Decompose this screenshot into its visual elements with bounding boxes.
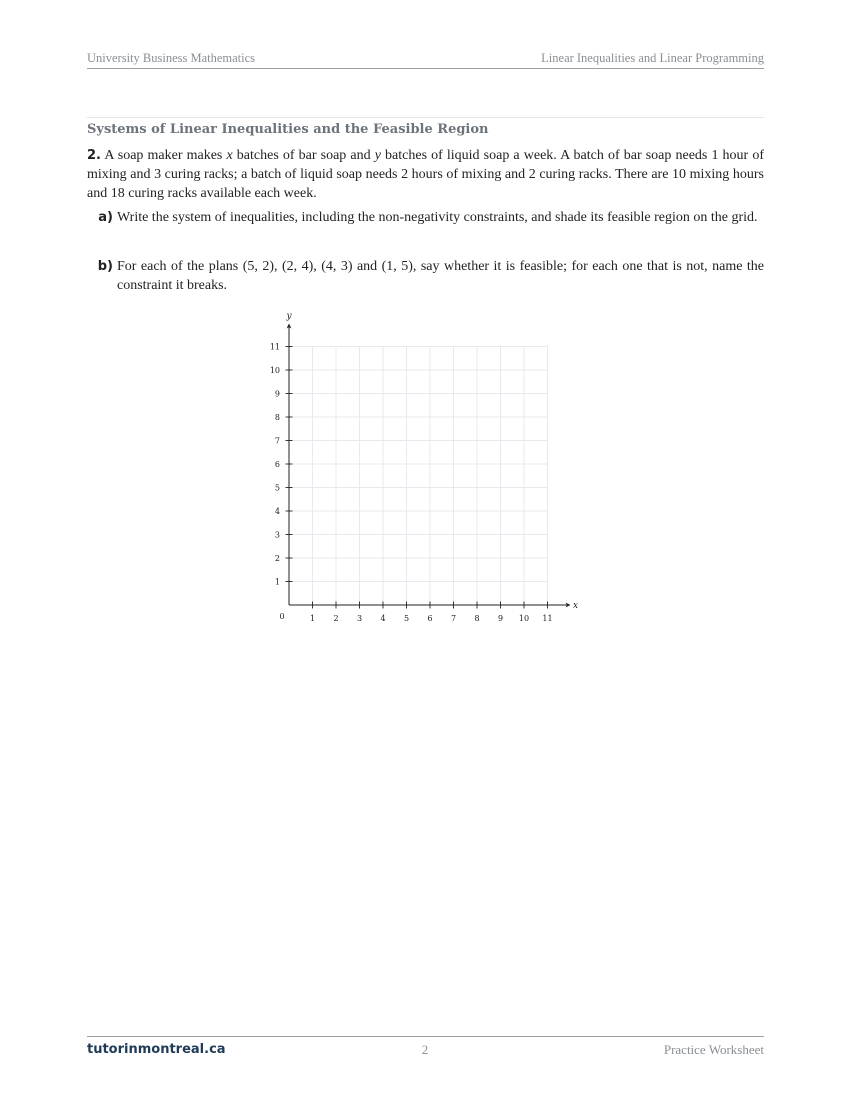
x-tick-label: 6 <box>427 614 433 623</box>
variable-x: x <box>226 148 233 163</box>
x-tick-label: 3 <box>356 614 363 623</box>
y-tick-label: 5 <box>274 483 280 493</box>
x-tick-label: 9 <box>497 614 504 623</box>
y-tick-label: 9 <box>274 389 280 399</box>
x-tick-label: 11 <box>542 614 553 623</box>
y-tick-label: 8 <box>274 413 280 422</box>
part-b-text: For each of the plans (5, 2), (2, 4), (4, 3) and (1, 5), say whether it is feasible; for each one that is not, name the constraint it breaks. <box>117 259 764 293</box>
x-axis-label: x <box>572 601 579 611</box>
y-tick-label: 2 <box>274 554 280 563</box>
x-tick-label: 2 <box>333 614 339 623</box>
y-tick-label: 10 <box>269 366 280 375</box>
y-axis-label: y <box>286 311 292 322</box>
variable-y: y <box>374 148 381 163</box>
origin-label: 0 <box>279 612 285 621</box>
problem-text-3: batches of liquid soap a week. A batch of bar soap needs 1 hour of mixing and 3 curing racks; a batch of liquid soap needs 2 hours of mixing and 2 curing racks. There are 10 mixing hours and 18 curing racks available each week. <box>87 148 764 201</box>
y-tick-label: 1 <box>274 577 280 587</box>
y-tick-label: 6 <box>274 460 280 469</box>
x-tick-label: 8 <box>474 614 480 623</box>
part-a-text: Write the system of inequalities, including the non-negativity constraints, and shade its feasible region on the grid. <box>117 210 758 225</box>
problem-text-2: batches of bar soap and <box>232 148 375 163</box>
header-chapter-title: Linear Inequalities and Linear Programming <box>541 51 764 65</box>
header-divider <box>87 68 764 69</box>
y-tick-label: 11 <box>269 342 280 352</box>
problem-text-1: A soap maker makes <box>100 148 227 163</box>
y-tick-label: 4 <box>274 507 280 516</box>
graph-svg <box>250 305 590 635</box>
footer-worksheet-label: Practice Worksheet <box>663 1042 764 1057</box>
header-course-title: University Business Mathematics <box>87 51 256 65</box>
page-header <box>87 51 764 66</box>
page-number: 2 <box>421 1042 429 1057</box>
footer-divider <box>87 1036 764 1037</box>
y-tick-label: 7 <box>274 436 280 446</box>
section-divider <box>87 117 764 118</box>
x-tick-label: 7 <box>450 614 457 623</box>
problem-number: 2. <box>87 148 101 163</box>
x-tick-label: 4 <box>380 614 386 623</box>
x-tick-label: 1 <box>309 614 316 623</box>
part-b <box>87 257 764 295</box>
section-title: Systems of Linear Inequalities and the Feasible Region <box>87 122 489 137</box>
problem-statement <box>87 146 764 203</box>
part-b-label: b) <box>97 259 113 274</box>
footer-brand: tutorinmontreal.ca <box>87 1042 226 1057</box>
part-a-label: a) <box>98 210 113 225</box>
x-tick-label: 10 <box>518 614 530 623</box>
x-tick-label: 5 <box>403 614 410 623</box>
part-a <box>87 208 764 227</box>
graph-grid <box>250 305 590 635</box>
y-tick-label: 3 <box>274 530 280 540</box>
